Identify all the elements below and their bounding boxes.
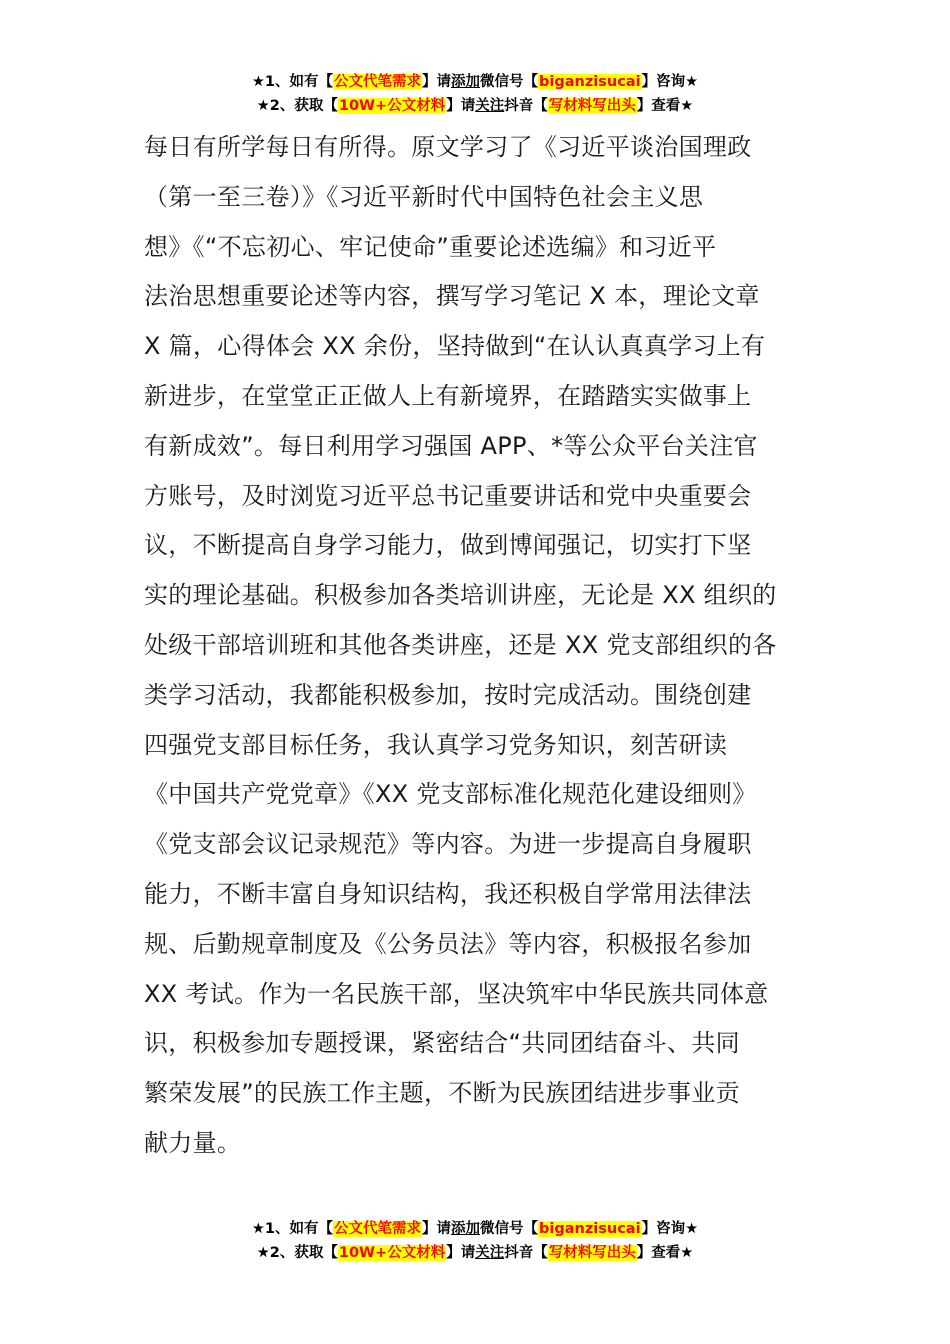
body-line: 识，积极参加专题授课，紧密结合“共同团结奋斗、共同 <box>144 1029 740 1058</box>
body-line: X 篇，心得体会 XX 余份，坚持做到“在认认真真学习上有 <box>144 332 766 361</box>
promo-line-2 <box>0 1241 950 1265</box>
promo-text: 】请 <box>422 74 452 90</box>
body-line: 能力，不断丰富自身知识结构，我还积极自学常用法律法 <box>144 879 752 908</box>
body-line: 实的理论基础。积极参加各类培训讲座，无论是 XX 组织的 <box>144 581 777 610</box>
promo-text: 】请 <box>422 1221 452 1237</box>
body-line: 想》《“不忘初心、牢记使命”重要论述选编》和习近平 <box>144 232 717 261</box>
star-icon: ★ <box>256 98 270 114</box>
body-line: 方账号，及时浏览习近平总书记重要讲话和党中央重要会 <box>144 481 752 510</box>
promo-text: 抖音【 <box>504 98 548 114</box>
star-icon: ★ <box>251 1221 265 1237</box>
star-icon: ★ <box>680 1245 694 1261</box>
body-line: 繁荣发展”的民族工作主题，不断为民族团结进步事业贡 <box>144 1079 740 1108</box>
highlight-douyin-account: 写材料写出头 <box>548 98 636 114</box>
promo-text: 】查看 <box>636 98 681 114</box>
star-icon: ★ <box>680 98 694 114</box>
body-line: XX 考试。作为一名民族干部，坚决筑牢中华民族共同体意 <box>144 979 769 1008</box>
body-line: 四强党支部目标任务，我认真学习党务知识，刻苦研读 <box>144 730 728 759</box>
star-icon: ★ <box>251 74 265 90</box>
highlight-service: 公文代笔需求 <box>334 74 422 90</box>
body-line: 法治思想重要论述等内容，撰写学习笔记 X 本，理论文章 <box>144 282 760 311</box>
promo-text: 】请 <box>446 98 476 114</box>
underlined-text: 添加 <box>451 74 481 90</box>
promo-text: 1、如有【 <box>264 74 334 90</box>
promo-line-1 <box>0 1217 950 1241</box>
body-line: 有新成效”。每日利用学习强国 APP、*等公众平台关注官 <box>144 431 758 460</box>
underlined-text: 关注 <box>475 1245 505 1261</box>
highlight-wechat-id: biganzisucai <box>539 74 641 90</box>
underlined-text: 关注 <box>475 98 505 114</box>
header-promo-banner <box>0 70 950 118</box>
body-line: 《党支部会议记录规范》等内容。为进一步提高自身履职 <box>144 830 752 859</box>
promo-text: 】咨询 <box>641 74 686 90</box>
promo-text: 】咨询 <box>641 1221 686 1237</box>
highlight-douyin-account: 写材料写出头 <box>548 1245 636 1261</box>
body-line: 处级干部培训班和其他各类讲座，还是 XX 党支部组织的各 <box>144 630 777 659</box>
promo-text: 2、获取【 <box>269 98 338 114</box>
body-line: 类学习活动，我都能积极参加，按时完成活动。围绕创建 <box>144 680 752 709</box>
body-line: 规、后勤规章制度及《公务员法》等内容，积极报名参加 <box>144 929 752 958</box>
star-icon: ★ <box>256 1245 270 1261</box>
promo-line-2 <box>0 94 950 118</box>
body-line: 议，不断提高自身学习能力，做到博闻强记，切实打下坚 <box>144 531 752 560</box>
highlight-materials: 10W+公文材料 <box>338 98 446 114</box>
promo-text: 】查看 <box>636 1245 681 1261</box>
star-icon: ★ <box>685 74 699 90</box>
body-line: （第一至三卷）》《习近平新时代中国特色社会主义思 <box>144 182 704 211</box>
promo-text: 微信号【 <box>480 1221 539 1237</box>
body-line: 每日有所学每日有所得。原文学习了《习近平谈治国理政 <box>144 133 752 161</box>
document-body <box>144 123 806 1169</box>
promo-text: 1、如有【 <box>264 1221 334 1237</box>
highlight-wechat-id: biganzisucai <box>539 1221 641 1237</box>
footer-promo-banner <box>0 1217 950 1265</box>
promo-text: 2、获取【 <box>269 1245 338 1261</box>
highlight-materials: 10W+公文材料 <box>338 1245 446 1261</box>
star-icon: ★ <box>685 1221 699 1237</box>
promo-line-1 <box>0 70 950 94</box>
body-line: 新进步，在堂堂正正做人上有新境界，在踏踏实实做事上 <box>144 381 752 410</box>
promo-text: 】请 <box>446 1245 476 1261</box>
promo-text: 抖音【 <box>504 1245 548 1261</box>
highlight-service: 公文代笔需求 <box>334 1221 422 1237</box>
promo-text: 微信号【 <box>480 74 539 90</box>
underlined-text: 添加 <box>451 1221 481 1237</box>
body-line: 献力量。 <box>144 1128 242 1157</box>
body-line: 《中国共产党党章》《XX 党支部标准化规范化建设细则》 <box>144 780 757 809</box>
